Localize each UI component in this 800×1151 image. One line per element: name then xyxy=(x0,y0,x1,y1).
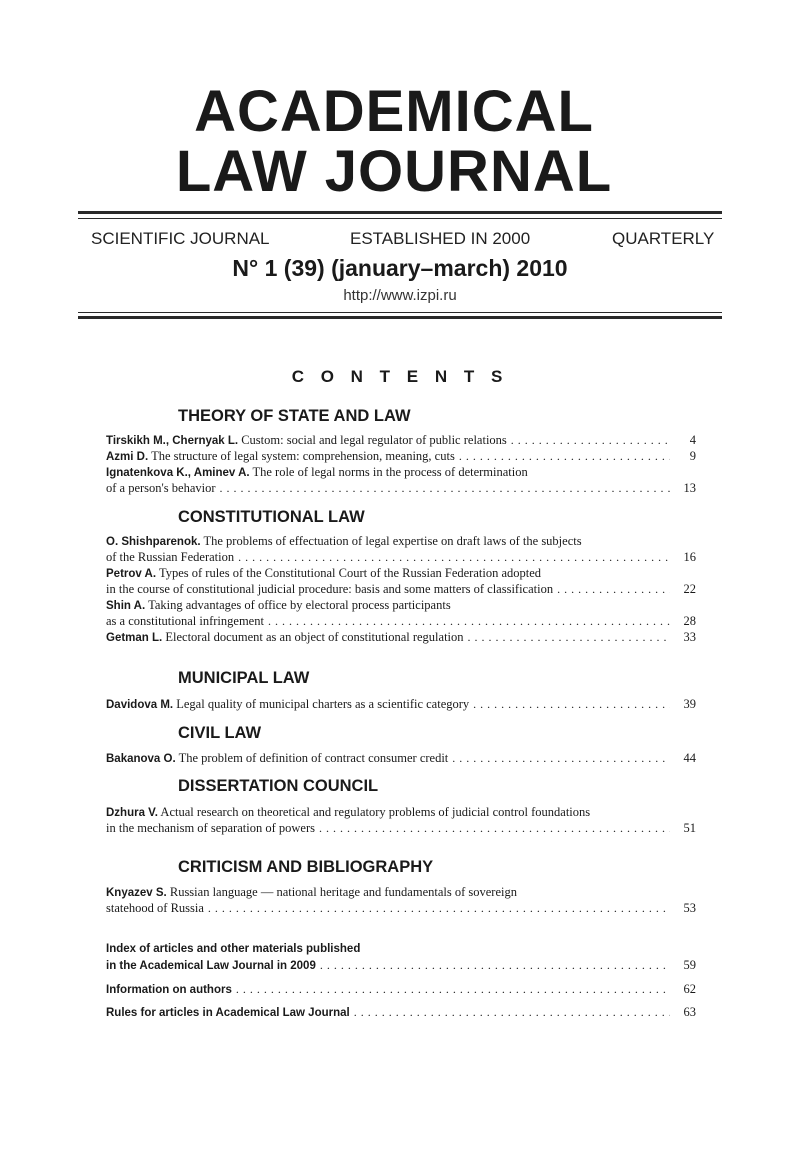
entry-title-cont: in the course of constitutional judicial procedure: basis and some matters of classification xyxy=(106,582,554,596)
entry-page: 28 xyxy=(683,614,696,628)
entry-page: 13 xyxy=(683,481,696,495)
toc-entry-line1 xyxy=(106,884,696,900)
entry-page: 39 xyxy=(683,697,696,711)
contents-heading: C O N T E N T S xyxy=(291,367,509,386)
dot-leader xyxy=(220,480,670,496)
journal-url: http://www.izpi.ru xyxy=(343,287,457,304)
issue-number: N° 1 (39) (january–march) 2010 xyxy=(232,255,568,281)
entry-title-cont: in the mechanism of separation of powers xyxy=(106,821,315,835)
toc-entry-line1 xyxy=(106,464,696,480)
entry-title: Actual research on theoretical and regulatory problems of judicial control foundations xyxy=(157,805,591,819)
journal-title-line1: ACADEMICAL xyxy=(194,79,594,144)
entry-author: Azmi D. xyxy=(106,451,149,463)
toc-entry-line2 xyxy=(106,480,696,496)
dot-leader xyxy=(268,613,670,629)
journal-type: SCIENTIFIC JOURNAL xyxy=(91,229,270,248)
entry-page: 63 xyxy=(683,1005,696,1019)
entry-author: Knyazev S. xyxy=(106,887,167,899)
dot-leader xyxy=(468,629,670,645)
dot-leader xyxy=(319,820,670,836)
extra-title: Information on authors xyxy=(106,984,232,996)
bottom-thick-rule xyxy=(78,316,722,319)
entry-page: 33 xyxy=(683,630,696,644)
dot-leader xyxy=(208,900,670,916)
entry-title: The structure of legal system: comprehension, meaning, cuts xyxy=(148,449,455,463)
toc-entry-line1 xyxy=(106,565,696,581)
dot-leader xyxy=(320,957,670,973)
toc-entry-line2 xyxy=(106,900,696,916)
toc-entry-line1 xyxy=(106,804,696,820)
toc-extra xyxy=(106,981,696,997)
entry-page: 51 xyxy=(683,821,696,835)
entry-page: 4 xyxy=(689,433,696,447)
entry-title: Taking advantages of office by electoral process participants xyxy=(145,598,451,612)
entry-title: The problems of effectuation of legal expertise on draft laws of the subjects xyxy=(200,534,582,548)
entry-author: Bakanova O. xyxy=(106,753,176,765)
entry-author: Petrov A. xyxy=(106,568,157,580)
toc-entry-line2 xyxy=(106,549,696,565)
entry-author: Shin A. xyxy=(106,600,146,612)
entry-page: 62 xyxy=(683,982,696,996)
section-constitutional-law: CONSTITUTIONAL LAW xyxy=(178,508,365,526)
top-thin-rule xyxy=(78,218,722,219)
journal-established: ESTABLISHED IN 2000 xyxy=(350,229,531,248)
entry-title-cont: of a person's behavior xyxy=(106,481,216,495)
entry-page: 44 xyxy=(683,751,696,765)
entry-title: The problem of definition of contract consumer credit xyxy=(175,751,449,765)
dot-leader xyxy=(452,750,670,766)
extra-title: Rules for articles in Academical Law Journal xyxy=(106,1007,350,1019)
entry-title: Electoral document as an object of constitutional regulation xyxy=(162,630,464,644)
section-dissertation-council: DISSERTATION COUNCIL xyxy=(178,777,379,795)
toc-entry-line2 xyxy=(106,613,696,629)
toc-entry xyxy=(106,750,696,766)
entry-author: Getman L. xyxy=(106,632,163,644)
toc-extra-line2 xyxy=(106,957,696,973)
entry-page: 9 xyxy=(689,449,696,463)
entry-author: Ignatenkova K., Aminev A. xyxy=(106,467,250,479)
entry-title: Types of rules of the Constitutional Court of the Russian Federation adopted xyxy=(156,566,542,580)
entry-title-cont: statehood of Russia xyxy=(106,901,204,915)
dot-leader xyxy=(238,549,670,565)
extra-title-cont: in the Academical Law Journal in 2009 xyxy=(106,960,316,972)
entry-title: Russian language — national heritage and fundamentals of sovereign xyxy=(166,885,517,899)
entry-author: Dzhura V. xyxy=(106,807,158,819)
bottom-thin-rule xyxy=(78,312,722,313)
toc-entry-line2 xyxy=(106,820,696,836)
section-criticism-and-bibliography: CRITICISM AND BIBLIOGRAPHY xyxy=(178,858,434,876)
entry-page: 59 xyxy=(683,958,696,972)
section-theory-of-state-and-law: THEORY OF STATE AND LAW xyxy=(178,407,411,425)
entry-page: 22 xyxy=(683,582,696,596)
dot-leader xyxy=(354,1004,670,1020)
toc-entry xyxy=(106,629,696,645)
toc-entry xyxy=(106,448,696,464)
dot-leader xyxy=(473,696,670,712)
entry-page: 53 xyxy=(683,901,696,915)
dot-leader xyxy=(557,581,670,597)
section-civil-law: CIVIL LAW xyxy=(178,724,262,742)
dot-leader xyxy=(511,432,670,448)
entry-title: Custom: social and legal regulator of public relations xyxy=(238,433,507,447)
entry-title-cont: of the Russian Federation xyxy=(106,550,235,564)
journal-title-line2: LAW JOURNAL xyxy=(175,139,613,204)
entry-page: 16 xyxy=(683,550,696,564)
dot-leader xyxy=(236,981,670,997)
entry-title: Legal quality of municipal charters as a scientific category xyxy=(173,697,470,711)
toc-extra-line1: Index of articles and other materials published xyxy=(106,943,361,955)
entry-title-cont: as a constitutional infringement xyxy=(106,614,264,628)
toc-entry-line2 xyxy=(106,581,696,597)
journal-frequency: QUARTERLY xyxy=(612,229,715,248)
dot-leader xyxy=(459,448,670,464)
toc-entry-line1 xyxy=(106,533,696,549)
entry-author: Davidova M. xyxy=(106,699,174,711)
top-thick-rule xyxy=(78,211,722,214)
toc-entry xyxy=(106,432,696,448)
toc-entry-line1 xyxy=(106,597,696,613)
entry-author: O. Shishparenok. xyxy=(106,536,201,548)
entry-author: Tirskikh M., Chernyak L. xyxy=(106,435,239,447)
entry-title: The role of legal norms in the process of determination xyxy=(249,465,528,479)
toc-extra xyxy=(106,1004,696,1020)
toc-entry xyxy=(106,696,696,712)
section-municipal-law: MUNICIPAL LAW xyxy=(178,669,310,687)
